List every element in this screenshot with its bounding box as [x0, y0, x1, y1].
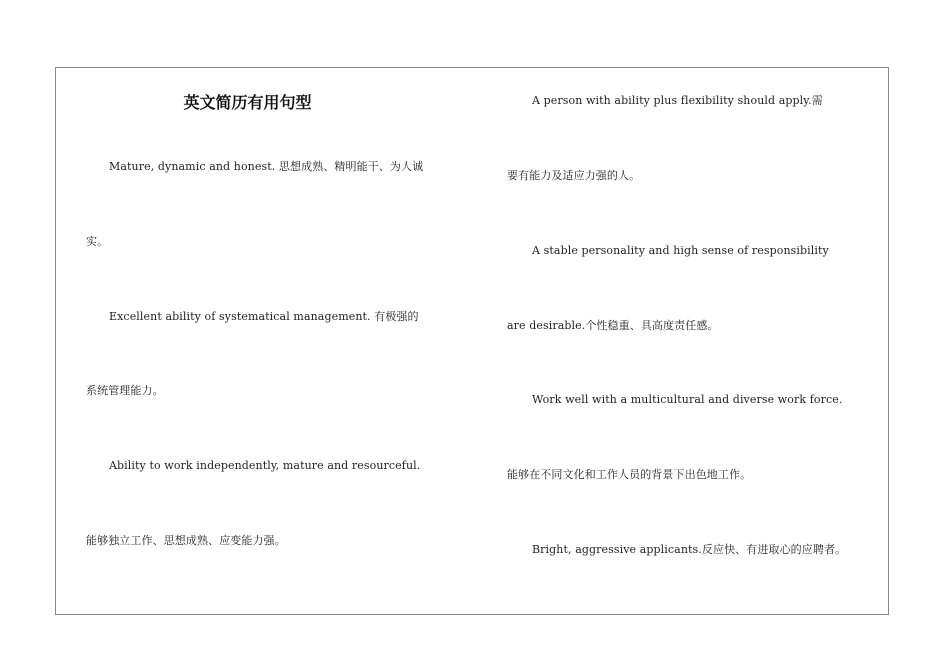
left-line-6: 能够独立工作、思想成熟、应变能力强。	[86, 534, 286, 547]
right-line-6: 能够在不同文化和工作人员的背景下出色地工作。	[507, 468, 752, 481]
right-line-2: 要有能力及适应力强的人。	[507, 169, 641, 182]
left-line-4: 系统管理能力。	[86, 384, 164, 397]
right-line-7: Bright, aggressive applicants.反应快、有进取心的应聘者。	[532, 543, 847, 556]
left-line-3: Excellent ability of systematical management. 有极强的	[109, 310, 419, 323]
right-line-3: A stable personality and high sense of responsibility	[532, 244, 829, 257]
left-line-5: Ability to work independently, mature and resourceful.	[109, 459, 421, 472]
right-line-4: are desirable.个性稳重、具高度责任感。	[507, 319, 719, 332]
right-line-5: Work well with a multicultural and diverse work force.	[532, 393, 843, 406]
left-line-1: Mature, dynamic and honest. 思想成熟、精明能干、为人诚	[109, 160, 424, 173]
document-title: 英文简历有用句型	[183, 93, 312, 112]
left-line-2: 实。	[86, 235, 109, 248]
right-line-1: A person with ability plus flexibility should apply.需	[532, 94, 823, 107]
page-border	[55, 67, 889, 615]
